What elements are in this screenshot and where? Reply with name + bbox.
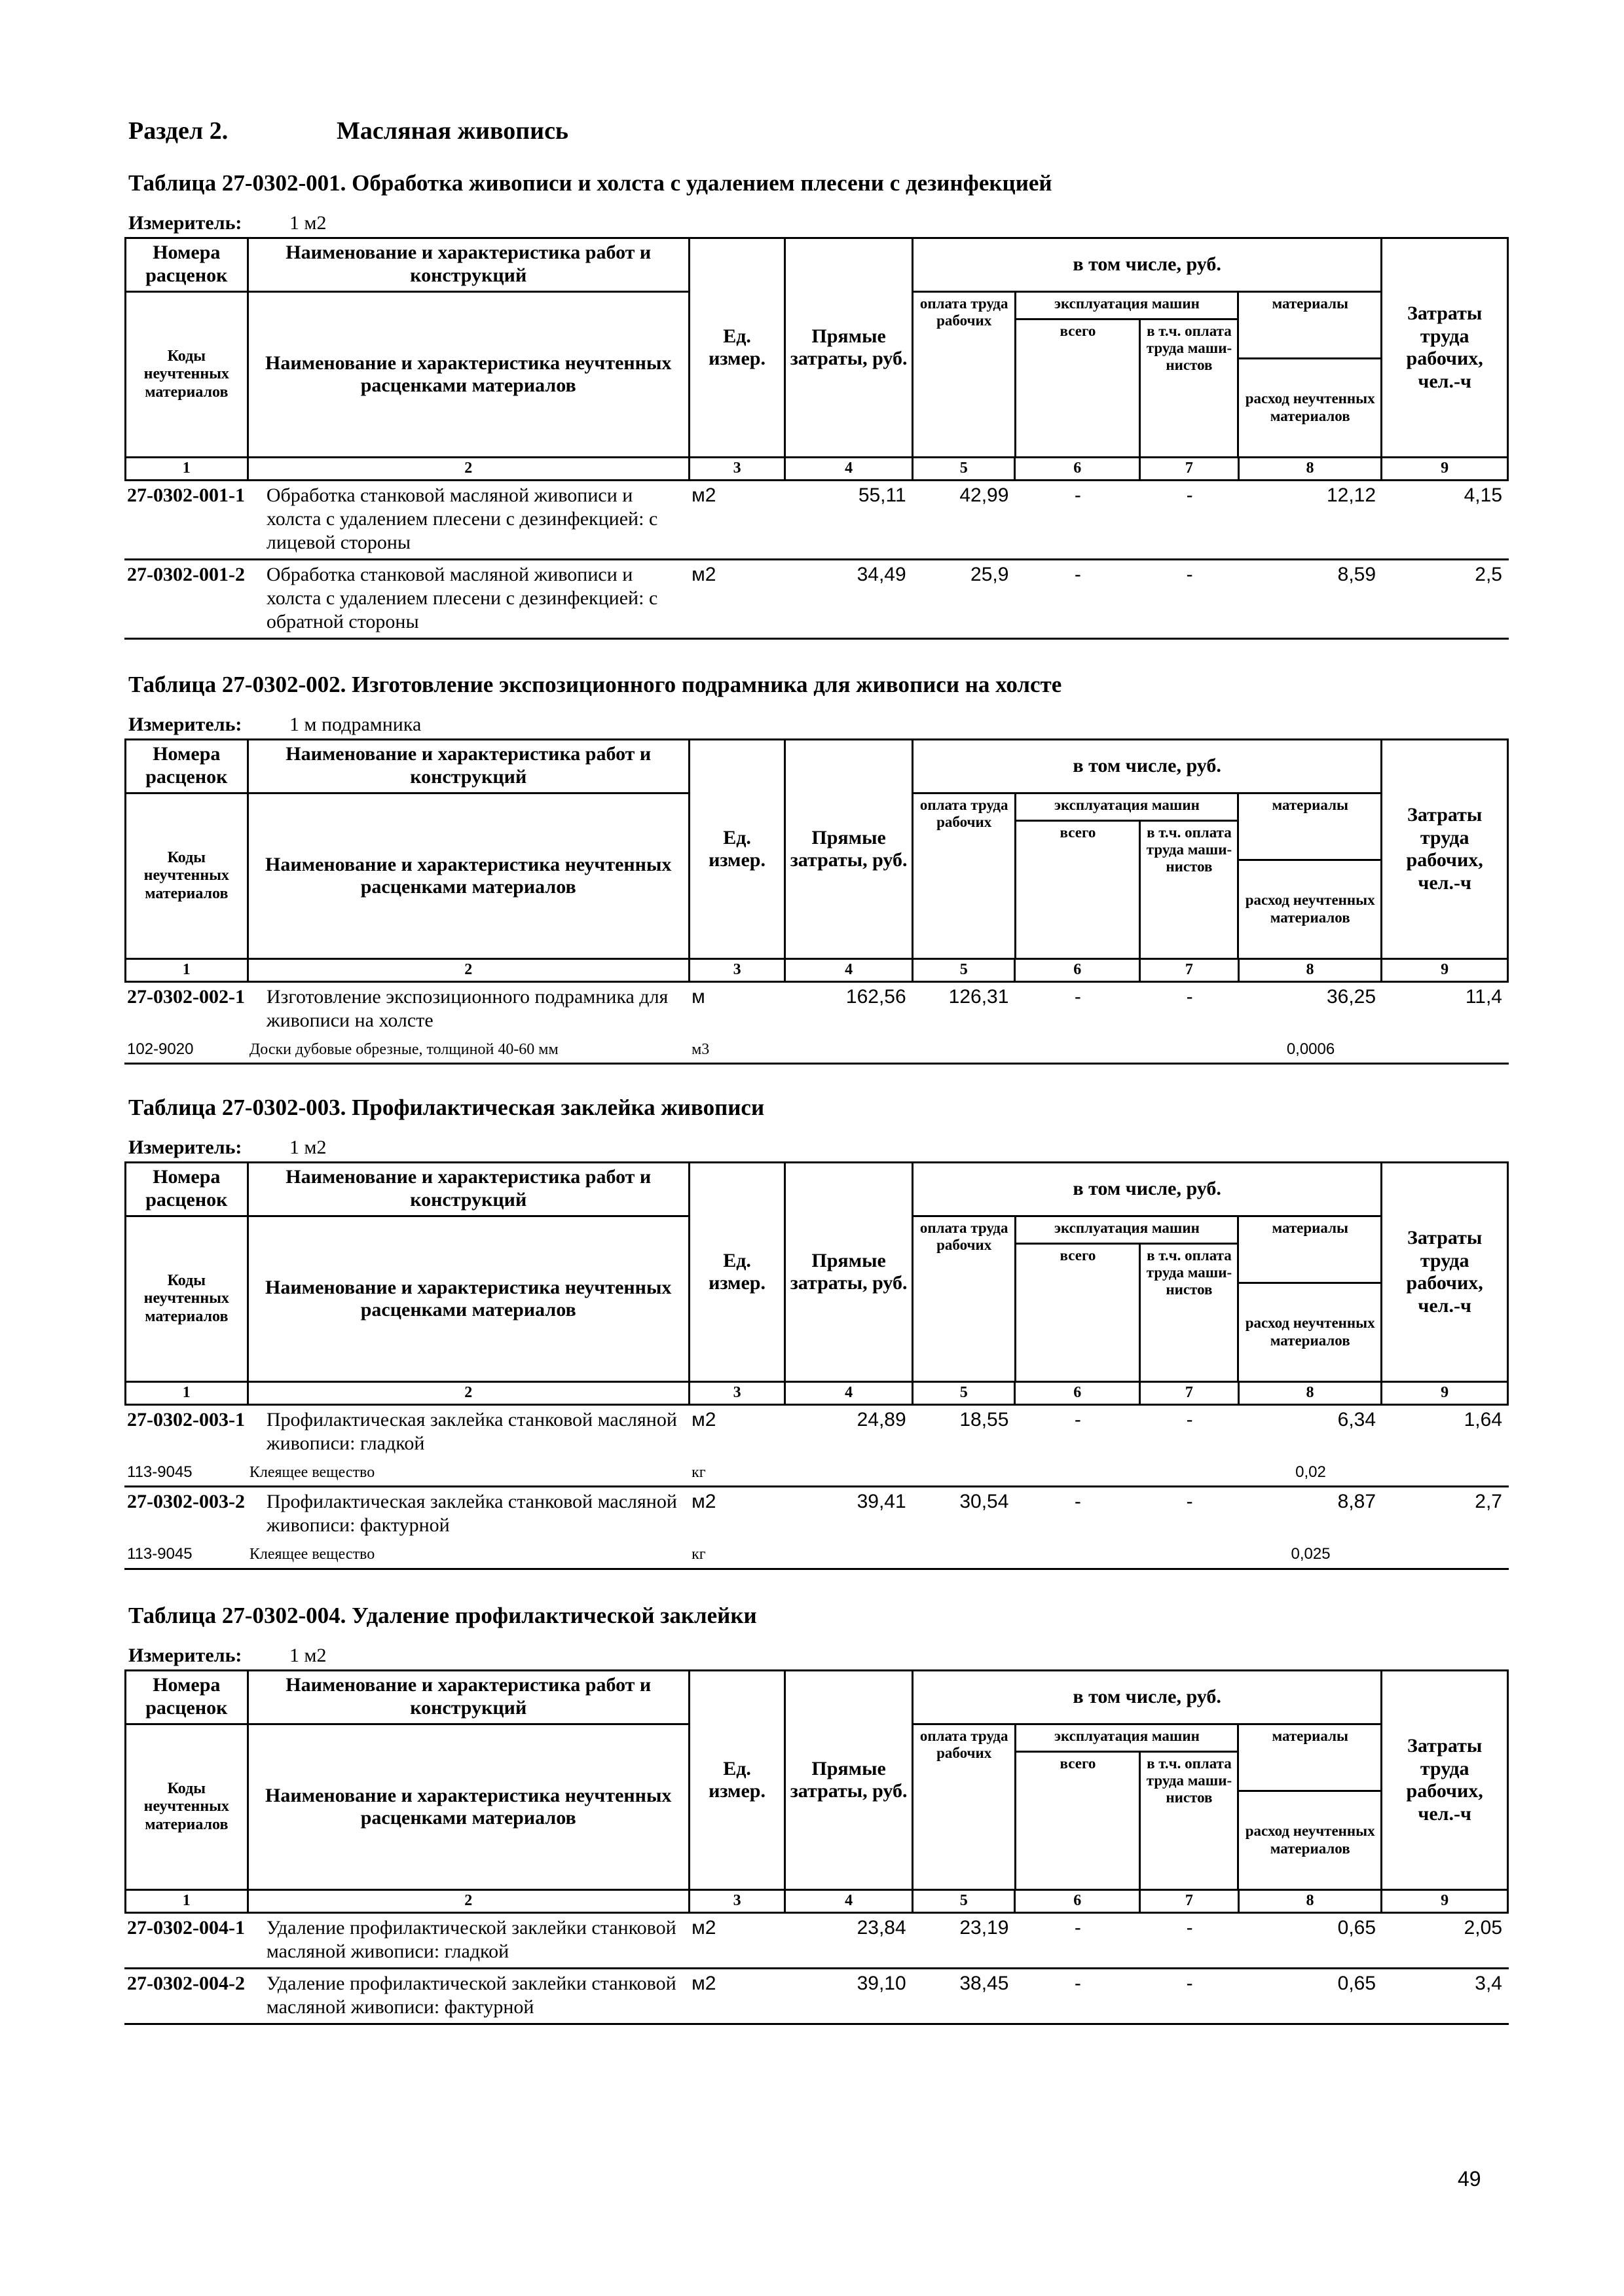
header-name: Наименование и характеристика работ и конструкций — [248, 740, 689, 793]
rate-unit: м2 — [689, 1968, 785, 2024]
materials-cost: 0,65 — [1337, 1916, 1376, 1939]
table-row — [124, 1487, 1509, 1542]
rate-description: Удаление профилактической заклейки станковой масляной живописи: гладкой — [266, 1916, 676, 1962]
rate-description: Удаление профилактической заклейки станковой масляной живописи: фактурной — [247, 1968, 689, 2024]
material-row — [124, 1541, 1509, 1569]
table-row — [124, 1914, 1509, 1969]
table-body — [124, 1914, 1509, 2025]
measure-label: Измеритель: — [128, 714, 242, 735]
column-number: 8 — [1238, 959, 1382, 982]
header-machine-total: всего — [1016, 1751, 1140, 1889]
header-including: в том числе, руб. — [912, 238, 1381, 292]
material-consumption: 0,0006 — [1239, 1036, 1382, 1064]
measure-label: Измеритель: — [128, 1645, 242, 1666]
column-number: 4 — [785, 1382, 913, 1405]
column-number: 3 — [689, 959, 784, 982]
header-materials: материалы — [1238, 794, 1381, 860]
column-number: 5 — [912, 1382, 1015, 1405]
empty-cell — [1015, 1036, 1140, 1064]
header-unaccounted-materials: расход неучтенных материалов — [1245, 1823, 1375, 1857]
direct-costs: 34,49 — [785, 559, 913, 638]
column-number: 8 — [1238, 1382, 1382, 1405]
column-number: 1 — [126, 1382, 248, 1405]
column-numbers-row — [126, 959, 1508, 982]
measure-line — [128, 1137, 1509, 1159]
machine-wage: - — [1140, 559, 1239, 638]
table-row — [124, 1406, 1509, 1459]
column-number: 3 — [689, 458, 784, 481]
header-materials: материалы — [1238, 1217, 1381, 1283]
empty-cell — [785, 1459, 913, 1487]
column-number: 8 — [1238, 458, 1382, 481]
rate-unit: м2 — [692, 484, 716, 506]
column-numbers-row — [126, 1890, 1508, 1913]
rate-code: 27-0302-004-1 — [127, 1916, 245, 1939]
table-title: Таблица 27-0302-001. Обработка живописи и холста с удалением плесени с дезинфекцией — [128, 170, 1052, 196]
header-including: в том числе, руб. — [912, 1671, 1381, 1724]
column-numbers-row — [126, 458, 1508, 481]
column-number: 2 — [248, 1890, 689, 1913]
column-number: 7 — [1140, 458, 1238, 481]
direct-costs: 55,11 — [858, 484, 906, 506]
labor-pay: 18,55 — [959, 1408, 1009, 1430]
labor-pay: 23,19 — [959, 1916, 1009, 1939]
column-number: 6 — [1015, 1890, 1140, 1913]
materials-cost: 36,25 — [1326, 985, 1376, 1008]
header-unaccounted-materials: расход неучтенных материалов — [1245, 1315, 1375, 1349]
header-including: в том числе, руб. — [912, 1163, 1381, 1216]
rate-code: 27-0302-003-2 — [124, 1487, 247, 1542]
price-table-4 — [124, 1603, 1509, 2025]
column-number: 2 — [248, 458, 689, 481]
rate-code: 27-0302-003-1 — [127, 1408, 245, 1430]
column-number: 9 — [1382, 458, 1508, 481]
empty-cell — [1140, 1541, 1239, 1569]
header-labor: Затраты труда рабочих, чел.-ч — [1382, 238, 1508, 458]
section-heading — [128, 117, 569, 145]
price-table-3 — [124, 1095, 1509, 1570]
header-codes: Коды неучтенных материалов — [126, 1216, 248, 1382]
measure-line — [128, 1645, 1509, 1667]
header-labor: Затраты труда рабочих, чел.-ч — [1382, 1671, 1508, 1890]
rate-description: Изготовление экспозиционного подрамника для живописи на холсте — [266, 985, 669, 1031]
column-number: 7 — [1140, 1382, 1238, 1405]
measure-label: Измеритель: — [128, 1137, 242, 1158]
material-unit: м3 — [689, 1036, 785, 1064]
header-number: Номера расценок — [126, 1671, 248, 1724]
machine-total: - — [1015, 1968, 1140, 2024]
table-header — [124, 738, 1509, 983]
header-machine-total: всего — [1016, 319, 1140, 456]
empty-cell — [1140, 1459, 1239, 1487]
material-row — [124, 1459, 1509, 1487]
materials-cost: 8,59 — [1239, 559, 1382, 638]
header-machines: эксплуатация машин — [1016, 794, 1238, 820]
machine-total: - — [1015, 559, 1140, 638]
column-number: 6 — [1015, 1382, 1140, 1405]
table-row — [124, 1968, 1509, 2024]
header-codes: Коды неучтенных материалов — [126, 292, 248, 458]
labor-hours: 1,64 — [1464, 1408, 1502, 1430]
column-number: 2 — [248, 959, 689, 982]
header-name: Наименование и характеристика работ и конструкций — [248, 1671, 689, 1724]
rate-code: 27-0302-001-1 — [127, 484, 245, 506]
empty-cell — [1015, 1459, 1140, 1487]
measure-line — [128, 714, 1509, 736]
section-number: Раздел 2. — [128, 117, 229, 145]
column-number: 7 — [1140, 1890, 1238, 1913]
column-number: 3 — [689, 1382, 784, 1405]
measure-value: 1 м2 — [289, 1645, 327, 1666]
machine-wage: - — [1186, 1916, 1193, 1939]
column-number: 4 — [785, 458, 913, 481]
table-row — [124, 559, 1509, 638]
empty-cell — [913, 1541, 1016, 1569]
material-consumption: 0,025 — [1239, 1541, 1382, 1569]
direct-costs: 23,84 — [857, 1916, 906, 1939]
direct-costs: 39,41 — [785, 1487, 913, 1542]
column-number: 4 — [785, 1890, 913, 1913]
header-name: Наименование и характеристика работ и конструкций — [248, 238, 689, 292]
empty-cell — [785, 1541, 913, 1569]
header-machine-total: всего — [1016, 1243, 1140, 1381]
machine-total: - — [1015, 1487, 1140, 1542]
rate-description: Обработка станковой масляной живописи и холста с удалением плесени с дезинфекцией: с обратной стороны — [247, 559, 689, 638]
table-body — [124, 1406, 1509, 1571]
table-title: Таблица 27-0302-003. Профилактическая заклейка живописи — [128, 1095, 765, 1120]
header-number: Номера расценок — [126, 238, 248, 292]
empty-cell — [1382, 1036, 1509, 1064]
header-labor-pay: оплата труда рабочих — [913, 794, 1016, 958]
labor-hours: 2,7 — [1382, 1487, 1509, 1542]
header-including: в том числе, руб. — [912, 740, 1381, 793]
rate-code: 27-0302-001-2 — [124, 559, 247, 638]
empty-cell — [1015, 1541, 1140, 1569]
measure-value: 1 м подрамника — [289, 714, 422, 735]
labor-pay: 25,9 — [913, 559, 1016, 638]
column-number: 9 — [1382, 959, 1508, 982]
empty-cell — [1382, 1459, 1509, 1487]
column-number: 1 — [126, 458, 248, 481]
column-number: 4 — [785, 959, 913, 982]
measure-value: 1 м2 — [289, 212, 327, 234]
material-code: 102-9020 — [124, 1036, 247, 1064]
column-numbers-row — [126, 1382, 1508, 1405]
column-number: 1 — [126, 1890, 248, 1913]
price-table-2 — [124, 672, 1509, 1065]
machine-wage: - — [1186, 985, 1193, 1008]
material-consumption: 0,02 — [1295, 1463, 1326, 1481]
material-description: Клеящее вещество — [247, 1541, 689, 1569]
header-machine-wage: в т.ч. оплата труда маши-нистов — [1140, 1751, 1238, 1889]
rate-unit: м2 — [689, 559, 785, 638]
header-unit: Ед. измер. — [689, 1163, 784, 1382]
header-materials: материалы — [1238, 293, 1381, 358]
machine-total: - — [1074, 1408, 1081, 1430]
table-title: Таблица 27-0302-004. Удаление профилактической заклейки — [128, 1603, 757, 1628]
header-labor: Затраты труда рабочих, чел.-ч — [1382, 1163, 1508, 1382]
labor-pay: 126,31 — [948, 985, 1009, 1008]
rate-unit: м2 — [689, 1487, 785, 1542]
material-code: 113-9045 — [127, 1463, 193, 1481]
rate-description: Профилактическая заклейка станковой масляной живописи: гладкой — [266, 1408, 677, 1454]
column-number: 5 — [912, 458, 1015, 481]
direct-costs: 24,89 — [857, 1408, 906, 1430]
empty-cell — [1382, 1541, 1509, 1569]
rate-unit: м2 — [692, 1916, 716, 1939]
table-header — [124, 237, 1509, 481]
labor-pay: 30,54 — [913, 1487, 1016, 1542]
header-codes: Коды неучтенных материалов — [126, 793, 248, 959]
header-material-name: Наименование и характеристика неучтенных расценками материалов — [248, 1724, 689, 1890]
header-unit: Ед. измер. — [689, 238, 784, 458]
material-unit: кг — [689, 1541, 785, 1569]
header-material-name: Наименование и характеристика неучтенных расценками материалов — [248, 292, 689, 458]
header-number: Номера расценок — [126, 1163, 248, 1216]
header-machine-wage: в т.ч. оплата труда маши-нистов — [1140, 319, 1238, 456]
header-codes: Коды неучтенных материалов — [126, 1724, 248, 1890]
column-number: 3 — [689, 1890, 784, 1913]
machine-wage: - — [1186, 484, 1193, 506]
header-number: Номера расценок — [126, 740, 248, 793]
header-machine-wage: в т.ч. оплата труда маши-нистов — [1140, 820, 1238, 958]
table-body — [124, 983, 1509, 1065]
material-description: Доски дубовые обрезные, толщиной 40-60 мм — [247, 1036, 689, 1064]
measure-label: Измеритель: — [128, 212, 242, 234]
materials-cost: 12,12 — [1326, 484, 1376, 506]
column-number: 6 — [1015, 458, 1140, 481]
header-direct-costs: Прямые затраты, руб. — [785, 740, 913, 959]
header-material-name: Наименование и характеристика неучтенных расценками материалов — [248, 793, 689, 959]
header-direct-costs: Прямые затраты, руб. — [785, 238, 913, 458]
machine-wage: - — [1140, 1968, 1239, 2024]
labor-hours: 4,15 — [1464, 484, 1502, 506]
header-machines: эксплуатация машин — [1016, 1217, 1238, 1243]
labor-pay: 42,99 — [959, 484, 1009, 506]
measure-value: 1 м2 — [289, 1137, 327, 1158]
header-machines: эксплуатация машин — [1016, 1725, 1238, 1751]
header-labor: Затраты труда рабочих, чел.-ч — [1382, 740, 1508, 959]
labor-hours: 11,4 — [1465, 985, 1502, 1008]
header-labor-pay: оплата труда рабочих — [913, 293, 1016, 456]
material-code: 113-9045 — [124, 1541, 247, 1569]
section-name: Масляная живопись — [337, 117, 569, 145]
labor-hours: 2,05 — [1464, 1916, 1502, 1939]
empty-cell — [913, 1036, 1016, 1064]
machine-total: - — [1074, 1916, 1081, 1939]
rate-unit: м2 — [692, 1408, 716, 1430]
material-row — [124, 1036, 1509, 1064]
header-labor-pay: оплата труда рабочих — [913, 1217, 1016, 1381]
material-unit: кг — [692, 1463, 706, 1481]
header-material-name: Наименование и характеристика неучтенных расценками материалов — [248, 1216, 689, 1382]
labor-hours: 2,5 — [1382, 559, 1509, 638]
empty-cell — [913, 1459, 1016, 1487]
header-unaccounted-materials: расход неучтенных материалов — [1245, 892, 1375, 926]
header-direct-costs: Прямые затраты, руб. — [785, 1163, 913, 1382]
direct-costs: 162,56 — [845, 985, 906, 1008]
table-header — [124, 1161, 1509, 1406]
table-title: Таблица 27-0302-002. Изготовление экспозиционного подрамника для живописи на холсте — [128, 672, 1062, 697]
header-unit: Ед. измер. — [689, 740, 784, 959]
table-row — [124, 481, 1509, 560]
column-number: 8 — [1238, 1890, 1382, 1913]
rate-description: Профилактическая заклейка станковой масляной живописи: фактурной — [247, 1487, 689, 1542]
measure-line — [128, 212, 1509, 234]
column-number: 6 — [1015, 959, 1140, 982]
header-materials: материалы — [1238, 1725, 1381, 1791]
column-number: 5 — [912, 959, 1015, 982]
rate-description: Обработка станковой масляной живописи и холста с удалением плесени с дезинфекцией: с лицевой стороны — [266, 484, 658, 553]
machine-wage: - — [1140, 1487, 1239, 1542]
header-unaccounted-materials: расход неучтенных материалов — [1245, 390, 1375, 424]
empty-cell — [785, 1036, 913, 1064]
column-number: 7 — [1140, 959, 1238, 982]
column-number: 2 — [248, 1382, 689, 1405]
machine-total: - — [1074, 484, 1081, 506]
table-row — [124, 983, 1509, 1036]
header-machine-wage: в т.ч. оплата труда маши-нистов — [1140, 1243, 1238, 1381]
materials-cost: 8,87 — [1239, 1487, 1382, 1542]
header-machines: эксплуатация машин — [1016, 293, 1238, 319]
materials-cost: 0,65 — [1239, 1968, 1382, 2024]
labor-hours: 3,4 — [1382, 1968, 1509, 2024]
column-number: 1 — [126, 959, 248, 982]
material-description: Клеящее вещество — [249, 1463, 375, 1481]
header-labor-pay: оплата труда рабочих — [913, 1725, 1016, 1889]
rate-code: 27-0302-004-2 — [124, 1968, 247, 2024]
direct-costs: 39,10 — [785, 1968, 913, 2024]
empty-cell — [1140, 1036, 1239, 1064]
machine-total: - — [1074, 985, 1081, 1008]
rate-unit: м — [692, 985, 705, 1008]
header-name: Наименование и характеристика работ и конструкций — [248, 1163, 689, 1216]
machine-wage: - — [1186, 1408, 1193, 1430]
column-number: 9 — [1382, 1382, 1508, 1405]
column-number: 5 — [912, 1890, 1015, 1913]
table-body — [124, 481, 1509, 640]
header-machine-total: всего — [1016, 820, 1140, 958]
materials-cost: 6,34 — [1337, 1408, 1376, 1430]
rate-code: 27-0302-002-1 — [127, 985, 245, 1008]
column-number: 9 — [1382, 1890, 1508, 1913]
page-number: 49 — [1458, 2167, 1481, 2191]
header-direct-costs: Прямые затраты, руб. — [785, 1671, 913, 1890]
table-header — [124, 1669, 1509, 1914]
labor-pay: 38,45 — [913, 1968, 1016, 2024]
price-table-1 — [124, 170, 1509, 640]
header-unit: Ед. измер. — [689, 1671, 784, 1890]
